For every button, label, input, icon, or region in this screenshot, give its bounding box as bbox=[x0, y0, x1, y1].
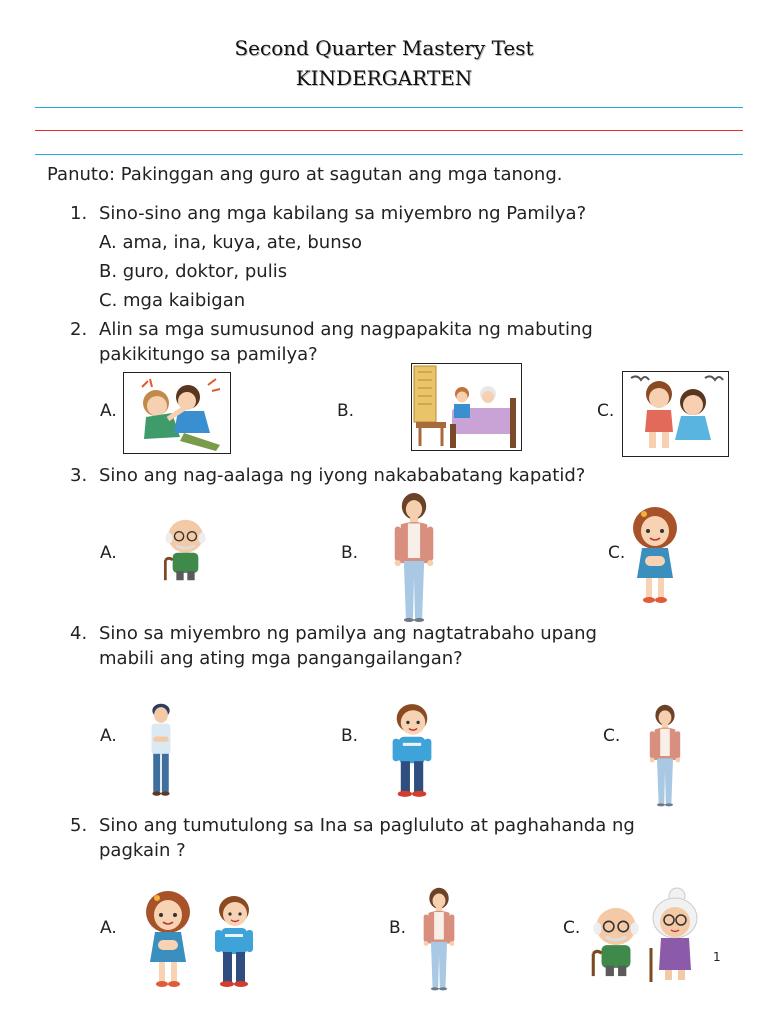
mother-icon bbox=[643, 704, 687, 808]
question-1-choice-a: A. ama, ina, kuya, ate, bunso bbox=[99, 232, 363, 253]
instructions: Panuto: Pakinggan ang guro at sagutan ang mga tanong. bbox=[47, 164, 563, 185]
question-4-choice-a-label: A. bbox=[100, 726, 117, 746]
question-1-number: 1. bbox=[70, 203, 88, 224]
question-5-choice-c-label: C. bbox=[563, 918, 581, 938]
question-3-number: 3. bbox=[70, 465, 88, 486]
question-3-choice-a-label: A. bbox=[100, 543, 117, 563]
question-2-choice-a-label: A. bbox=[100, 401, 117, 421]
question-5-choice-a-label: A. bbox=[100, 918, 117, 938]
question-5-number: 5. bbox=[70, 815, 88, 836]
header-rule-middle bbox=[35, 130, 743, 131]
mother-icon bbox=[387, 492, 441, 624]
question-5-text-line2: pagkain ? bbox=[99, 840, 186, 861]
girl-icon bbox=[625, 506, 685, 606]
mother-icon bbox=[414, 887, 464, 992]
girl-visiting-sick-grandmother-icon bbox=[411, 363, 522, 451]
question-2-choice-c-label: C. bbox=[597, 401, 615, 421]
question-3-text: Sino ang nag-aalaga ng iyong nakababatang kapatid? bbox=[99, 465, 586, 486]
kids-fighting-icon bbox=[123, 372, 231, 454]
question-4-text-line1: Sino sa miyembro ng pamilya ang nagtatrabaho upang bbox=[99, 623, 597, 644]
question-1-choice-b: B. guro, doktor, pulis bbox=[99, 261, 288, 282]
boy-icon bbox=[386, 700, 438, 802]
grandfather-icon bbox=[158, 517, 213, 583]
question-3-choice-b-label: B. bbox=[341, 543, 359, 563]
question-5-choice-b-label: B. bbox=[389, 918, 407, 938]
grade-level-title: KINDERGARTEN bbox=[295, 66, 473, 90]
header-rule-top bbox=[35, 107, 743, 108]
question-2-number: 2. bbox=[70, 319, 88, 340]
test-title: Second Quarter Mastery Test bbox=[234, 36, 534, 60]
question-2-text-line1: Alin sa mga sumusunod ang nagpapakita ng mabuting bbox=[99, 319, 593, 340]
girl-and-boy-icon bbox=[138, 890, 262, 994]
father-icon bbox=[143, 702, 179, 797]
question-4-text-line2: mabili ang ating mga pangangailangan? bbox=[99, 648, 463, 669]
question-4-choice-c-label: C. bbox=[603, 726, 621, 746]
question-2-choice-b-label: B. bbox=[337, 401, 355, 421]
page-number: 1 bbox=[713, 950, 721, 964]
question-5-text-line1: Sino ang tumutulong sa Ina sa pagluluto at paghahanda ng bbox=[99, 815, 635, 836]
question-1-text: Sino-sino ang mga kabilang sa miyembro ng Pamilya? bbox=[99, 203, 587, 224]
header-rule-bottom bbox=[35, 154, 743, 155]
question-1-choice-c: C. mga kaibigan bbox=[99, 290, 246, 311]
question-3-choice-c-label: C. bbox=[608, 543, 626, 563]
angry-siblings-icon bbox=[622, 371, 729, 457]
question-2-text-line2: pakikitungo sa pamilya? bbox=[99, 344, 318, 365]
grandparents-icon bbox=[585, 886, 705, 990]
question-4-choice-b-label: B. bbox=[341, 726, 359, 746]
question-4-number: 4. bbox=[70, 623, 88, 644]
